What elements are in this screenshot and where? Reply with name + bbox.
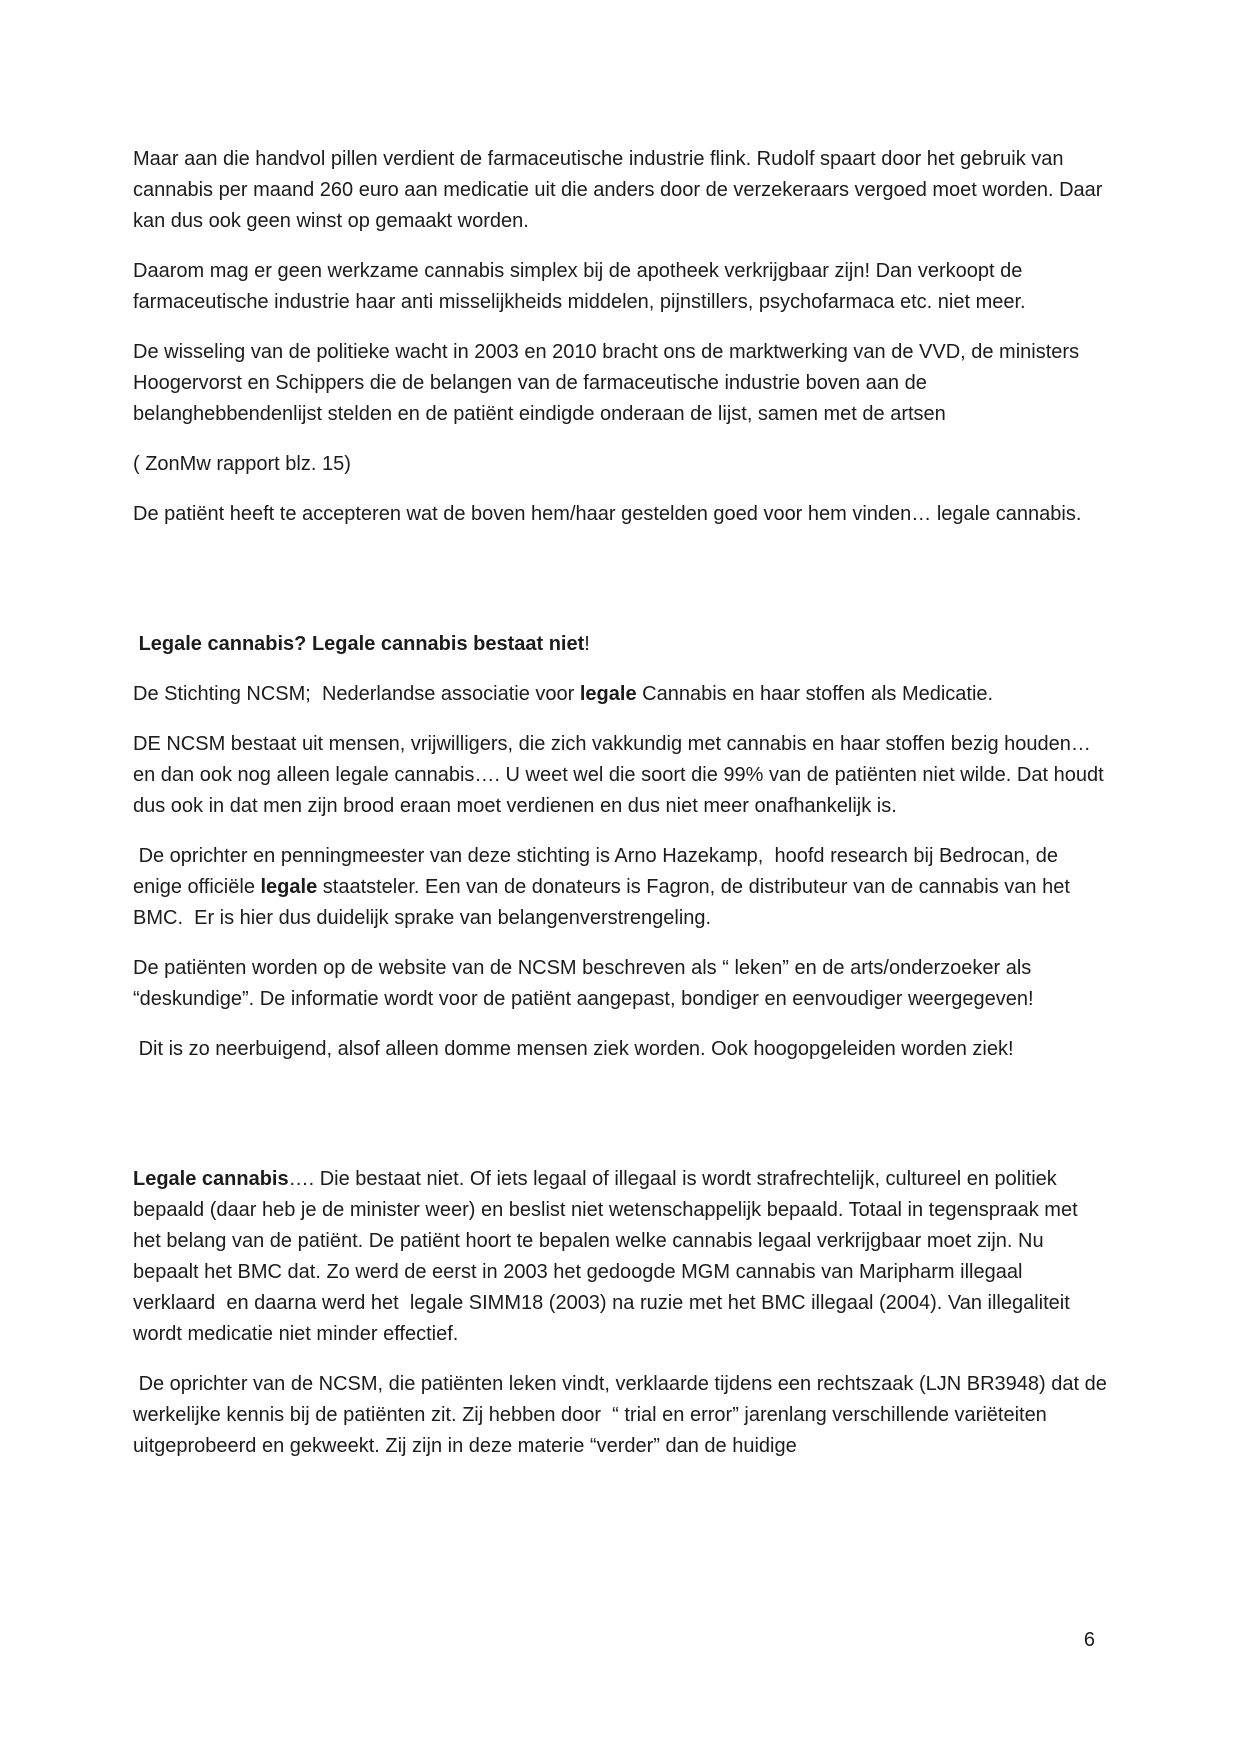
para-ncsm-vrijwilligers: [133, 729, 1108, 822]
para-rechtszaak: [133, 1369, 1113, 1462]
text-run: …. Die bestaat niet. Of iets legaal of illegaal is wordt strafrechtelijk, cultureel en politiek bepaald (daar heb je de minister weer) en beslist niet wetenschappelijk bepaald. Totaal in tegenspraak met het belang van de patiënt. De patiënt hoort te bepalen welke cannabis legaal verkrijgbaar moet zijn. Nu bepaalt het BMC dat. Zo werd de eerst in 2003 het gedoogde MGM cannabis van Maripharm illegaal verklaard en daarna werd het legale SIMM18 (2003) na ruzie met het BMC illegaal (2004). Van illegaliteit wordt medicatie niet minder effectief.: [133, 1168, 1084, 1345]
spacer: [133, 1084, 1108, 1105]
para-stichting-ncsm: [133, 679, 1108, 710]
para-cannabis-simplex: [133, 256, 1108, 318]
text-run: De oprichter en penningmeester van deze stichting is Arno Hazekamp, hoofd research bij Bedrocan, de enige officiële: [133, 845, 1064, 898]
document-body: [133, 144, 1113, 1481]
heading-legale-cannabis: [133, 629, 1108, 660]
bold-text-run: Legale cannabis: [133, 1168, 289, 1190]
text-run: De wisseling van de politieke wacht in 2003 en 2010 bracht ons de marktwerking van de VVD, de ministers Hoogervorst en Schippers die de belangen van de farmaceutische industrie boven aan de belanghebbendenlijst stelden en de patiënt eindigde onderaan de lijst, samen met de artsen: [133, 341, 1085, 425]
text-run: De oprichter van de NCSM, die patiënten leken vindt, verklaarde tijdens een rechtszaak (LJN BR3948) dat de werkelijke kennis bij de patiënten zit. Zij hebben door “ trial en error” jarenlang verschillende variëteiten uitgeprobeerd en gekweekt. Zij zijn in deze materie “verder” dan de huidige: [133, 1373, 1113, 1457]
bold-text-run: legale: [260, 876, 318, 898]
para-patient-accepteren: [133, 499, 1108, 530]
para-politieke-wacht: [133, 337, 1108, 430]
text-run: DE NCSM bestaat uit mensen, vrijwilligers, die zich vakkundig met cannabis en haar stoffen bezig houden…en dan ook nog alleen legale cannabis…. U weet wel die soort die 99% van de patiënten niet wilde. Dat houdt dus ook in dat men zijn brood eraan moet verdienen en dus niet meer onafhankelijk is.: [133, 733, 1110, 817]
text-run: De Stichting NCSM; Nederlandse associatie voor: [133, 683, 580, 705]
para-legale-cannabis-bestaat-niet: [133, 1164, 1108, 1350]
para-neerbuigend: [133, 1034, 1108, 1065]
text-run: ( ZonMw rapport blz. 15): [133, 453, 351, 475]
para-oprichter-penningmeester: [133, 841, 1108, 934]
text-run: Maar aan die handvol pillen verdient de farmaceutische industrie flink. Rudolf spaart door het gebruik van cannabis per maand 260 euro aan medicatie uit die anders door de verzekeraars vergoed moet worden. Daar kan dus ook geen winst op gemaakt worden.: [133, 148, 1109, 232]
text-run: Daarom mag er geen werkzame cannabis simplex bij de apotheek verkrijgbaar zijn! Dan verkoopt de farmaceutische industrie haar anti misselijkheids middelen, pijnstillers, psychofarmaca etc. niet meer.: [133, 260, 1028, 313]
bold-text-run: legale: [579, 683, 637, 705]
spacer: [133, 1124, 1108, 1145]
page-number: 6: [1083, 1629, 1095, 1651]
para-zonmw-rapport: [133, 449, 1108, 480]
para-farmaceutische-industrie: [133, 144, 1108, 237]
text-run: Dit is zo neerbuigend, alsof alleen domme mensen ziek worden. Ook hoogopgeleiden worden ziek!: [133, 1038, 1014, 1060]
text-run: Cannabis en haar stoffen als Medicatie.: [636, 683, 994, 705]
text-run: De patiënten worden op de website van de NCSM beschreven als “ leken” en de arts/onderzoeker als “deskundige”. De informatie wordt voor de patiënt aangepast, bondiger en eenvoudiger weergegeven!: [133, 957, 1037, 1010]
spacer: [133, 549, 1108, 570]
text-run: !: [584, 633, 590, 655]
text-run: staatsteler. Een van de donateurs is Fagron, de distributeur van de cannabis van het BMC. Er is hier dus duidelijk sprake van belangenverstrengeling.: [133, 876, 1076, 929]
spacer: [133, 589, 1108, 610]
bold-text-run: Legale cannabis? Legale cannabis bestaat niet: [133, 633, 585, 655]
text-run: De patiënt heeft te accepteren wat de boven hem/haar gestelden goed voor hem vinden… legale cannabis.: [133, 503, 1082, 525]
para-patienten-website: [133, 953, 1108, 1015]
